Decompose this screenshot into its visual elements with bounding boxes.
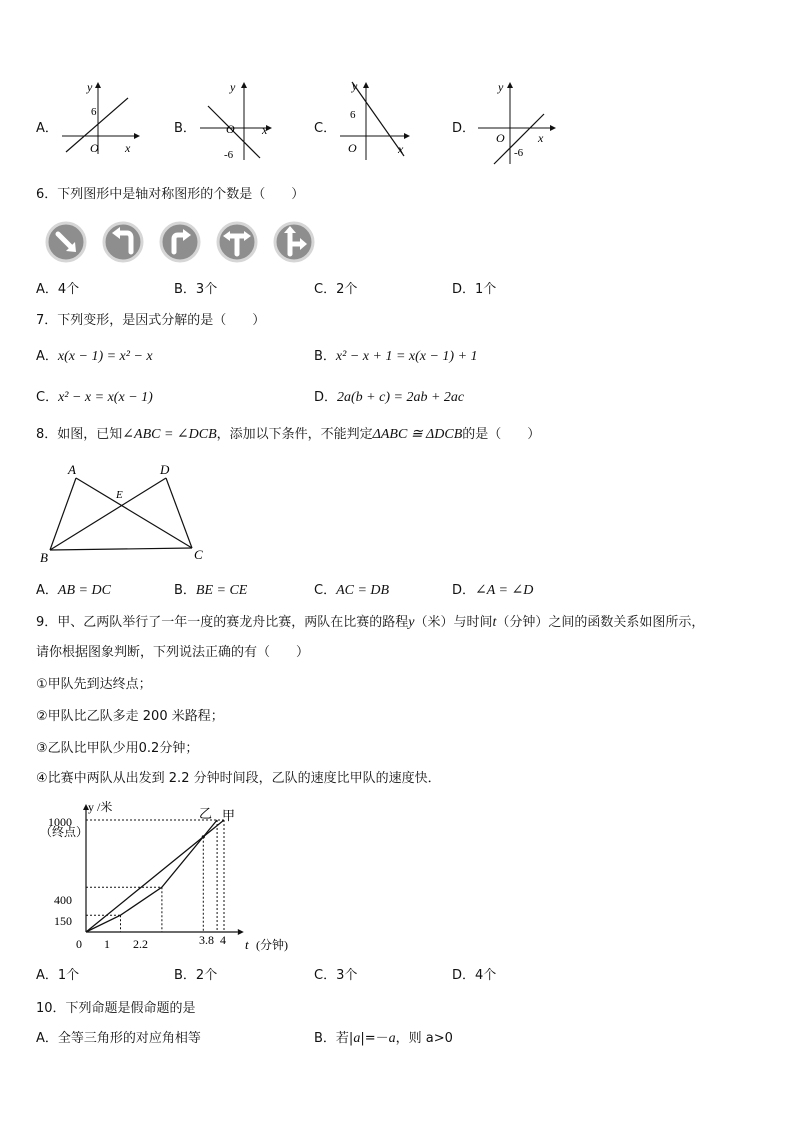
q5-a-x-label: x (125, 141, 131, 155)
t-tick-4: 4 (220, 933, 226, 947)
q8-option-a-expr: AB = DC (57, 583, 111, 598)
q7-option-c-letter: C． (36, 390, 59, 405)
q7-option-b-expr: x² − x + 1 = x(x − 1) + 1 (335, 349, 478, 364)
q5-a-origin: O (90, 141, 99, 155)
q5-option-d-letter[interactable]: D． (452, 121, 476, 136)
q7-stem: 7．下列变形，是因式分解的是（ ） (36, 313, 266, 328)
q5-c-x-label: x (398, 142, 404, 156)
q5-b-tick: -6 (224, 149, 234, 161)
t-tick-2-2: 2.2 (133, 937, 148, 951)
q9-option-a[interactable]: A．1个 (36, 968, 80, 983)
y-tick-1000: 1000 (48, 815, 72, 829)
q8-stem-part-2: ，添加以下条件，不能判定 (216, 427, 373, 442)
t-tick-1: 1 (104, 937, 110, 951)
q10-option-b[interactable] (314, 1030, 453, 1048)
q9-statement-2: ②甲队比乙队多走 200 米路程； (36, 709, 224, 724)
q7-option-b-letter: B． (314, 349, 336, 364)
t-axis-variable: t (245, 937, 249, 952)
q8-option-b-expr: BE = CE (195, 583, 248, 598)
q8-label-e: E (116, 489, 123, 501)
q9-t-variable: t (492, 615, 497, 630)
q10-option-b-part-2: |=－ (360, 1031, 389, 1046)
q9-stem-part-3: （分钟）之间的函数关系如图所示， (496, 615, 705, 630)
q8-option-b-letter: B． (174, 583, 196, 598)
q8-conclusion: ΔABC ≅ ΔDCB (372, 427, 463, 442)
q5-a-tick: 6 (91, 106, 97, 118)
q5-a-y-label: y (87, 80, 93, 94)
q5-graph-c (336, 74, 422, 164)
u-turn-left-icon (104, 223, 142, 261)
series-line-1 (86, 820, 217, 932)
q8-stem-part-1: 8．如图，已知 (36, 427, 123, 442)
y-tick-150: 150 (54, 914, 72, 928)
q9-stem-part-2: （米）与时间 (414, 615, 493, 630)
q5-c-tick: 6 (350, 109, 356, 121)
q10-option-b-part-1: B．若| (314, 1031, 354, 1046)
t-junction-icon (218, 223, 256, 261)
q9-stem-line-2: 请你根据图象判断，下列说法正确的有（ ） (36, 645, 310, 660)
chart-series (86, 820, 224, 932)
q8-option-d-expr: ∠A = ∠D (475, 583, 534, 598)
q9-statement-1: ①甲队先到达终点； (36, 677, 152, 692)
turn-right-icon (161, 223, 199, 261)
q7-option-d-letter: D． (314, 390, 338, 405)
t-axis-unit: (分钟) (256, 938, 288, 952)
q8-option-c-expr: AC = DB (336, 583, 390, 598)
q5-c-y-label: y (352, 79, 358, 93)
series-label-jia: 甲 (222, 808, 236, 823)
q6-option-a[interactable]: A．4个 (36, 282, 80, 297)
q10-option-b-part-3: ，则 a>0 (395, 1031, 453, 1046)
q6-option-c[interactable]: C．2个 (314, 282, 358, 297)
series-label-yi: 乙 (199, 806, 213, 821)
q5-c-origin: O (348, 141, 357, 155)
q9-stem-line-1 (36, 614, 704, 632)
y-axis-label: y /米 (88, 800, 113, 814)
q5-graph-b (196, 78, 282, 164)
q8-option-d-letter: D． (452, 583, 476, 598)
q8-option-c-letter: C． (314, 583, 337, 598)
q9-y-variable: y (408, 615, 415, 630)
q8-geometry-figure (36, 458, 216, 566)
q9-option-d[interactable]: D．4个 (452, 968, 497, 983)
q7-option-c[interactable] (36, 389, 153, 407)
q6-traffic-signs (44, 220, 319, 266)
q9-stem-part-1: 9．甲、乙两队举行了一年一度的赛龙舟比赛，两队在比赛的路程 (36, 615, 409, 630)
straight-or-right-icon (275, 223, 313, 261)
q5-d-origin: O (496, 131, 505, 145)
q8-option-d[interactable] (452, 582, 533, 600)
q6-option-d[interactable]: D．1个 (452, 282, 497, 297)
q6-stem: 6．下列图形中是轴对称图形的个数是（ ） (36, 187, 305, 202)
q8-label-a: A (68, 462, 76, 477)
q7-option-b[interactable] (314, 348, 478, 366)
y-tick-400: 400 (54, 893, 72, 907)
q8-option-a[interactable] (36, 582, 111, 600)
q10-option-b-var-2: a (388, 1031, 396, 1046)
q6-option-b[interactable]: B．3个 (174, 282, 218, 297)
q5-graph-a (58, 78, 144, 160)
origin-label: 0 (76, 937, 82, 951)
q8-stem-part-3: 的是（ ） (462, 427, 541, 442)
q10-option-a[interactable]: A．全等三角形的对应角相等 (36, 1031, 201, 1046)
q5-graph-d (474, 78, 564, 168)
t-axis-arrow (238, 929, 244, 935)
q9-option-c[interactable]: C．3个 (314, 968, 358, 983)
q8-stem (36, 426, 540, 444)
q9-statement-4: ④比赛中两队从出发到 2.2 分钟时间段，乙队的速度比甲队的速度快． (36, 771, 441, 786)
q9-statement-3: ③乙队比甲队少用0.2分钟； (36, 741, 199, 756)
q7-option-c-expr: x² − x = x(x − 1) (58, 390, 153, 405)
q8-option-b[interactable] (174, 582, 247, 600)
q5-option-c-letter[interactable]: C． (314, 121, 337, 136)
q8-option-c[interactable] (314, 582, 389, 600)
q5-b-origin: O (226, 122, 235, 136)
q8-condition: ∠ABC = ∠DCB (122, 427, 217, 442)
q5-d-x-label: x (538, 131, 544, 145)
q7-option-a[interactable] (36, 348, 153, 366)
q8-label-d: D (160, 462, 170, 477)
q7-option-a-letter: A． (36, 349, 58, 364)
q10-stem: 10．下列命题是假命题的是 (36, 1001, 196, 1016)
q9-distance-time-chart (36, 796, 316, 958)
q8-option-a-letter: A． (36, 583, 58, 598)
q10-option-b-var: a (353, 1031, 361, 1046)
q8-label-c: C (194, 547, 203, 562)
q7-option-d[interactable] (314, 389, 464, 407)
t-tick-3-8: 3.8 (199, 933, 214, 947)
diagonal-arrow-icon (47, 223, 85, 261)
q5-option-a-letter[interactable]: A． (36, 121, 58, 136)
end-label: （终点） (40, 825, 89, 839)
q5-b-y-label: y (230, 80, 236, 94)
q5-option-b-letter[interactable]: B． (174, 121, 196, 136)
q5-b-x-label: x (262, 123, 268, 137)
q5-d-y-label: y (498, 80, 504, 94)
q7-option-a-expr: x(x − 1) = x² − x (57, 349, 153, 364)
q7-option-d-expr: 2a(b + c) = 2ab + 2ac (337, 390, 465, 405)
q9-option-b[interactable]: B．2个 (174, 968, 218, 983)
q8-label-b: B (40, 550, 48, 565)
q5-d-tick: -6 (514, 147, 524, 159)
